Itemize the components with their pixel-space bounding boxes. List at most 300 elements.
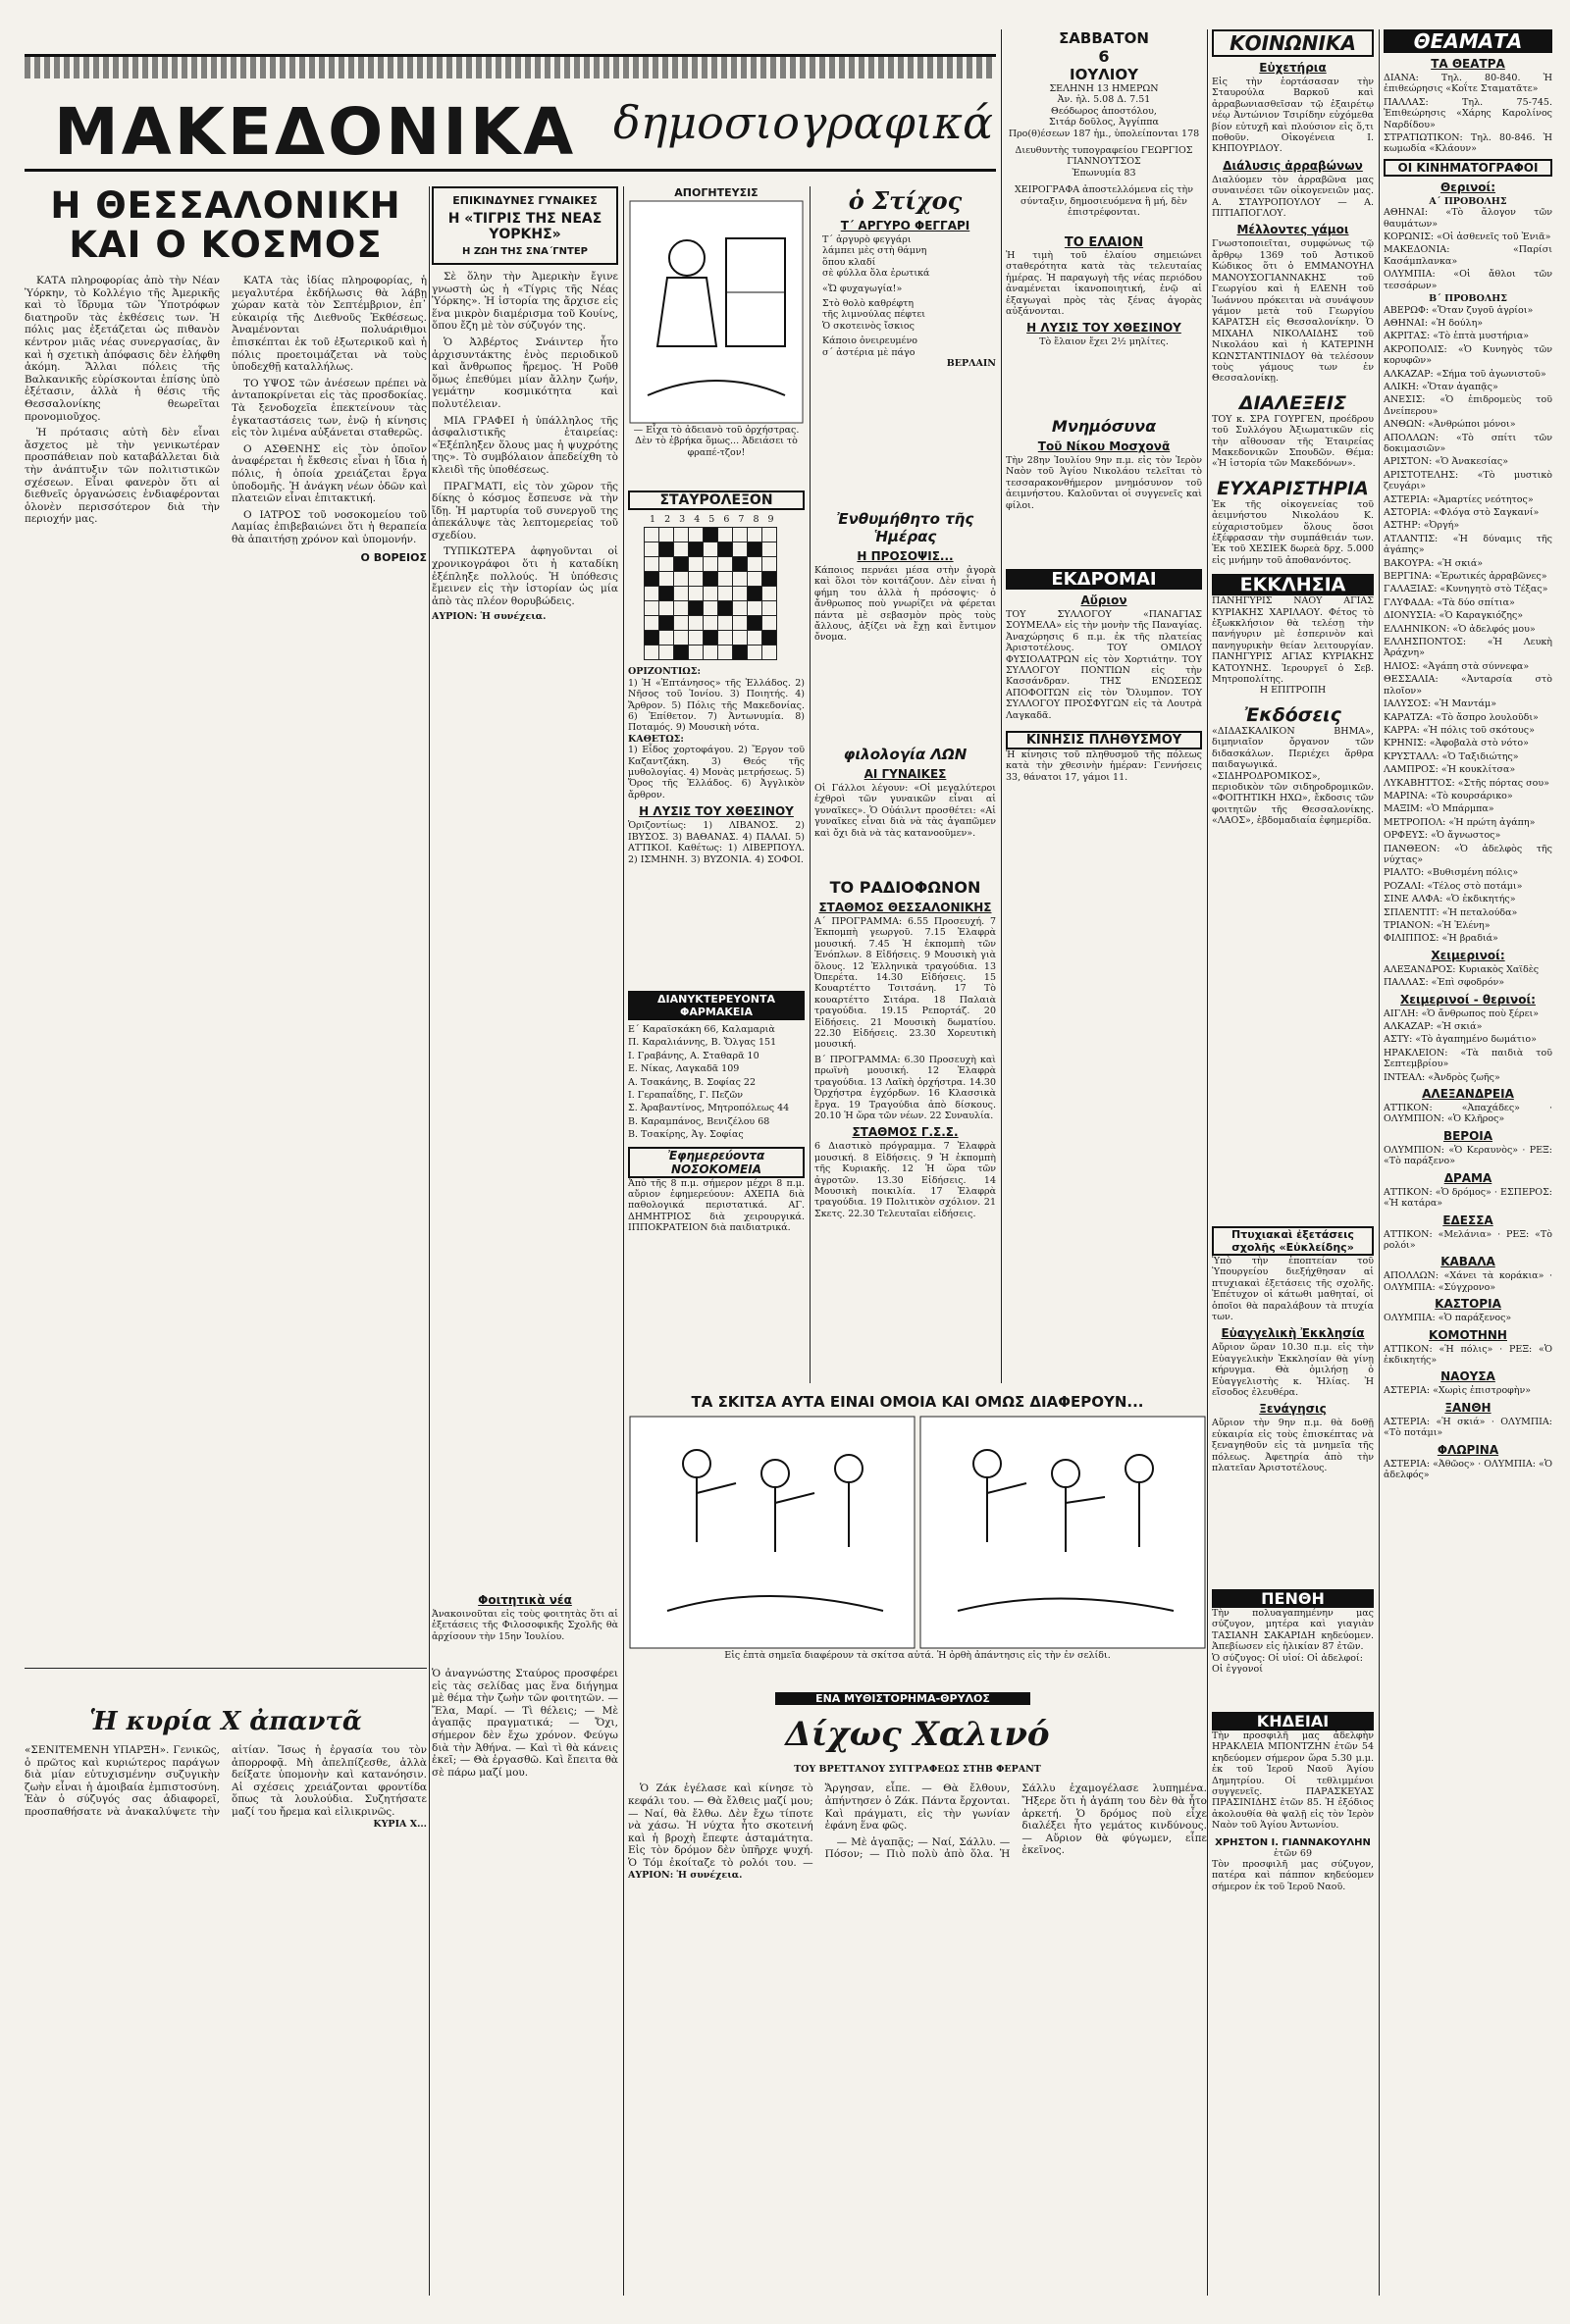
masthead-ornament (25, 57, 996, 78)
cinema-item: ΛΥΚΑΒΗΤΤΟΣ: «Στῆς πόρτας σου» (1384, 777, 1549, 789)
print-director: Διευθυντὴς τυπογραφείου ΓΕΩΡΓΙΟΣ ΓΙΑΝΝΟΥΤΣΟΣ (1015, 145, 1193, 168)
cinema-item: ΡΟΖΑΛΙ: «Τέλος στὸ ποτάμι» (1384, 880, 1523, 892)
miss-x-title: Ἡ κυρία Χ ἀπαντᾶ (89, 1707, 362, 1736)
crossword-cell[interactable] (748, 646, 762, 660)
nostalgia-text: Ὁ ἀναγνώστης Σταύρος προσφέρει εἰς τὰς σελίδας μας ἕνα διήγημα μὲ θέμα τὴν ζωὴν τῶν φοιτητῶν. — Ἔλα, Μαρί. — Τὶ θέλεις; — Μὲ ἀγαπᾷς πραγματικά; — Ὄχι, σήμερον δὲν ἔχω χρόνον. Φεύγω διὰ τὴν Ἀθήνα. — Καὶ τὶ θὰ κάνεις ἐκεῖ; — Θὰ ἐργασθῶ. Καὶ ἔπειτα θὰ σὲ πάρω μαζί μου. (432, 1668, 618, 1779)
crossword-cell[interactable] (733, 557, 748, 572)
crossword-cell[interactable] (748, 542, 762, 557)
date-number: 6 (1098, 47, 1110, 66)
university-title: Πτυχιακαὶ ἐξετάσεις σχολῆς «Εὐκλείδης» (1212, 1226, 1374, 1256)
cinema-item: ΠΑΛΛΑΣ: «Ἐπὶ σφοδρόν» (1384, 977, 1505, 989)
cinema-item: ΑΠΟΛΛΩΝ: «Τὸ σπίτι τῶν δοκιμασιῶν» (1384, 432, 1552, 454)
pharmacy-item: Π. Καραλιάννης, Β. Ὄλγας 151 (628, 1037, 777, 1049)
excursions-title: ΕΚΔΡΟΜΑΙ (1006, 569, 1202, 590)
crossword-cell[interactable] (718, 542, 733, 557)
cinema-item: ΑΒΕΡΩΦ: «Ὅταν ζυγοῦ ἀγρίοι» (1384, 304, 1534, 316)
cinema-item: ΟΛΥΜΠΙΑ: «Οἱ ἄθλοι τῶν τεσσάρων» (1384, 269, 1552, 291)
crossword-cell[interactable] (674, 572, 689, 587)
mourning-title: ΠΕΝΘΗ (1212, 1589, 1374, 1608)
funerals-text2: Τὸν προσφιλῆ μας σύζυγον, πατέρα καὶ πάππον κηδεύομεν σήμερον ἐκ τοῦ Ἱεροῦ Ναοῦ. (1212, 1859, 1374, 1892)
crossword-cell[interactable] (733, 601, 748, 616)
poem-line: σ΄ ἀστέρια μὲ πάγο (822, 346, 916, 358)
print-director-sub: Ἐπωνυμία 83 (1072, 167, 1136, 179)
crossword-cell[interactable] (718, 528, 733, 542)
cinema-item: ΚΑΡΡΑ: «Ἡ πόλις τοῦ σκότους» (1384, 724, 1535, 736)
philologists-text: Οἱ Γάλλοι λέγουν: «Οἱ μεγαλύτεροι ἐχθροὶ τῶν γυναικῶν εἶναι αἱ γυναῖκες». Ὁ Οὐάιλντ προσθέτει: «Αἱ γυναῖκες εἶναι διὰ νὰ τὰς ἀγαπῶμεν καὶ ὄχι διὰ νὰ τὰς κατανοοῦμεν». (814, 783, 996, 839)
crossword-cell[interactable] (689, 601, 704, 616)
cinema-item: ΑΝΘΩΝ: «Ἀνθρώποι μόνοι» (1384, 419, 1516, 431)
engagement-text: Διαλύομεν τὸν ἀρραβῶνα μας συναινέσει τῶν οἰκογενειῶν μας. Α. ΣΤΑΥΡΟΠΟΥΛΟΥ — Α. ΠΙΤΙΑΠΟΓΛΟΥ. (1212, 174, 1374, 220)
lead-headline: Η ΘΕΣΣΑΛΟΝΙΚΗ ΚΑΙ Ο ΚΟΣΜΟΣ (50, 184, 401, 266)
crossword-cell[interactable] (659, 646, 674, 660)
crossword-cell[interactable] (748, 616, 762, 631)
crossword-clues-v-h: ΚΑΘΕΤΩΣ: (628, 733, 684, 745)
women-title: Η «ΤΙΓΡΙΣ ΤΗΣ ΝΕΑΣ ΥΟΡΚΗΣ» (447, 211, 602, 242)
crossword-cell[interactable] (704, 631, 718, 646)
students-text: Ἀνακοινοῦται εἰς τοὺς φοιτητὰς ὅτι αἱ ἐξετάσεις τῆς Φιλοσοφικῆς Σχολῆς θὰ ἀρχίσουν τὴν 15ην Ἰουλίου. (432, 1609, 618, 1642)
serial-novel (628, 1692, 1207, 2300)
cinema-item: ΣΠΛΕΝΤΙΤ: «Ἡ πεταλούδα» (1384, 906, 1518, 918)
cinema-item: ΜΕΤΡΟΠΟΛ: «Ἡ πρώτη ἀγάπη» (1384, 816, 1536, 828)
crossword-cell[interactable] (718, 601, 733, 616)
society-title: ΚΟΙΝΩΝΙΚΑ (1212, 29, 1374, 57)
theatre-item: ΔΙΑΝΑ: Τηλ. 80-840. Ἡ ἐπιθεώρησις «Κοΐτε Σταματᾶτε» (1384, 73, 1552, 95)
crossword-cell[interactable] (689, 631, 704, 646)
evangelical-title: Εὐαγγελικὴ Ἐκκλησία (1221, 1326, 1365, 1341)
hosting-title: Ξενάγησις (1259, 1402, 1327, 1417)
cinema-item: ΑΡΙΣΤΟΝ: «Ὁ Ἀνακεσίας» (1384, 456, 1509, 468)
crossword-cell[interactable] (659, 601, 674, 616)
theatre-item: ΠΑΛΛΑΣ: Τηλ. 75-745. Ἐπιθεώρησις «Χάρης Καρολίνος Ναρδίδου» (1384, 96, 1552, 130)
students-title: Φοιτητικὰ νέα (478, 1593, 572, 1607)
crossword-clues-h: ΟΡΙΖΟΝΤΙΩΣ: (628, 666, 701, 678)
crossword-cell[interactable] (659, 587, 674, 601)
nostalgia-story (432, 1668, 618, 2296)
memorial (1006, 417, 1202, 564)
radio-station2: ΣΤΑΘΜΟΣ Γ.Σ.Σ. (852, 1125, 959, 1140)
lectures-title: ΔΙΑΛΕΞΕΙΣ (1238, 391, 1347, 414)
crossword-numbers: 1 2 3 4 5 6 7 8 9 (650, 514, 777, 525)
lead-paragraph: Ἡ πρότασις αὐτὴ δὲν εἶναι ἄσχετος μὲ τὴν γενικωτέραν προσπάθειαν ποὺ καταβάλλεται διὰ τὴν ἀνάπτυξιν τῶν πολιτιστικῶν σχέσεων. Εἶναι φανερὸν ὅτι αἱ διεθνεῖς ὀργανώσεις ἐνδιαφέρονται ὁλονὲν περισσότερον διὰ τὴν περιοχήν μας. (25, 427, 220, 526)
crossword-cell[interactable] (659, 528, 674, 542)
mourning-signers: Ὁ σύζυγος: Οἱ υἱοί: Οἱ ἀδελφοί: Οἱ ἐγγονοί (1212, 1652, 1363, 1676)
crossword-cell[interactable] (762, 631, 777, 646)
spot-difference-caption: Εἰς ἑπτὰ σημεῖα διαφέρουν τὰ σκίτσα αὐτά. Ἡ ὀρθὴ ἀπάντησις εἰς τὴν ἐν σελίδι. (724, 1650, 1111, 1661)
region-heading: ΚΟΜΟΤΗΝΗ (1429, 1327, 1507, 1342)
crossword-cell[interactable] (718, 557, 733, 572)
hosting-text: Αὔριον τὴν 9ην π.μ. θὰ δοθῇ εὐκαιρία εἰς τοὺς ἐπισκέπτας νὰ ξεναγηθοῦν εἰς τὰ μνημεῖα τῆς πόλεως. Ἀφετηρία ἀπὸ τὴν πλατεῖαν Ἀριστοτέλους. (1212, 1418, 1374, 1474)
cinema-item: ΒΕΡΓΙΝΑ: «Ἐρωτικές ἀρραβῶνες» (1384, 571, 1547, 583)
pharmacies-title: ΔΙΑΝΥΚΤΕΡΕΥΟΝΤΑ ΦΑΡΜΑΚΕΙΑ (628, 991, 805, 1020)
radio-title: ΤΟ ΡΑΔΙΟΦΩΝΟΝ (829, 878, 981, 897)
church-signature: Η ΕΠΙΤΡΟΠΗ (1259, 685, 1327, 697)
cinema-item: ΕΛΛΗΝΙΚΟΝ: «Ὁ ἀδελφός μου» (1384, 623, 1536, 635)
region-heading: ΔΡΑΜΑ (1443, 1170, 1492, 1185)
crossword-cell[interactable] (704, 601, 718, 616)
cinema-item: ΑΣΤΥ: «Τὸ ἀγαπημένο δωμάτιο» (1384, 1034, 1537, 1046)
cinema-item: ΑΣΤΟΡΙΑ: «Φλόγα στὸ Σαγκανί» (1384, 507, 1540, 518)
pharmacy-item: Ι. Γεραπαΐδης, Γ. Πεζῶν (628, 1090, 743, 1102)
lead-signature: Ο ΒΟΡΕΙΟΣ (360, 551, 427, 565)
memorial-subtitle: Τοῦ Νίκου Μοσχονᾶ (1037, 439, 1171, 453)
crossword-cell[interactable] (762, 587, 777, 601)
crossword-cell[interactable] (704, 528, 718, 542)
cinema-item: ΚΑΡΑΤΖΑ: «Τὸ ἄσπρο λουλοῦδι» (1384, 711, 1539, 723)
cinema-item: ΜΑΞΙΜ: «Ὁ Μπάρμπα» (1384, 803, 1494, 815)
university-text: Ὑπὸ τὴν ἐποπτείαν τοῦ Ὑπουργείου διεξήχθησαν αἱ πτυχιακαὶ ἐξετάσεις τῆς σχολῆς. Ἐπέτυχον οἱ κάτωθι μαθηταί, οἱ ὁποῖοι θὰ παραλάβουν τὰ πτυχία των. (1212, 1256, 1374, 1323)
crossword-cell[interactable] (674, 542, 689, 557)
crossword-cell[interactable] (748, 631, 762, 646)
poem-line: σὲ φύλλα ὅλα ἐρωτικά (822, 268, 930, 280)
cinema-item: ΛΑΜΠΡΟΣ: «Ἡ κουκλίτσα» (1384, 764, 1516, 776)
crossword-cell[interactable] (689, 646, 704, 660)
society-column (1212, 29, 1374, 1216)
pharmacy-item: Β. Τσακίρης, Ἁγ. Σοφίας (628, 1129, 744, 1141)
first-run-heading: Α΄ ΠΡΟΒΟΛΗΣ (1429, 195, 1507, 207)
publications-text: «ΔΙΔΑΣΚΑΛΙΚΟΝ ΒΗΜΑ», διμηνιαῖον ὄργανον τῶν διδασκάλων. Περιέχει ἄρθρα παιδαγωγικά. «ΣΙΔΗΡΟΔΡΟΜΙΚΟΣ», περιοδικὸν τῶν σιδηροδρομικῶν. «ΦΟΙΤΗΤΙΚΗ ΗΧΩ», ἔκδοσις τῶν φοιτητῶν τῆς Θεσσαλονίκης. «ΛΑΟΣ», ἑβδομαδιαία ἐφημερίδα. (1212, 725, 1374, 827)
cinema-item: ΑΚΡΟΠΟΛΙΣ: «Ὁ Κυνηγὸς τῶν κορυφῶν» (1384, 343, 1552, 367)
serial-banner: ΕΝΑ ΜΥΘΙΣΤΟΡΗΜΑ-ΘΡΥΛΟΣ (775, 1692, 1030, 1705)
poem-line: Στὸ θολὸ καθρέφτη (822, 298, 915, 310)
region-text: ΑΤΤΙΚΟΝ: «Μελάνια» · ΡΕΞ: «Τὸ ρολόι» (1384, 1228, 1552, 1251)
crossword-cell[interactable] (674, 557, 689, 572)
pharmacy-item: Σ. Ἀραβαντίνος, Μητροπόλεως 44 (628, 1103, 790, 1114)
cartoon1-drawing (628, 199, 805, 425)
lead-paragraph: Ο ΑΣΘΕΝΗΣ εἰς τὸν ὁποῖον ἀναφέρεται ἡ ἔκθεσις εἶναι ἡ ἴδια ἡ πόλις, ἡ ὁποία χρειάζεται ἔργα ὑποδομῆς. Ἡ ἀνάγκη νέων ὁδῶν καὶ πλατειῶν εἶναι ἐπιτακτική. (232, 442, 427, 505)
philologists (814, 746, 996, 873)
cinema-item: ΘΕΣΣΑΛΙΑ: «Ἀνταρσία στὸ πλοῖον» (1384, 674, 1552, 697)
cinema-item: ΚΡΗΝΙΣ: «Ἀφοβαλὰ στὸ νότο» (1384, 738, 1529, 749)
region-heading: ΞΑΝΘΗ (1444, 1400, 1492, 1415)
lead-paragraph: ΚΑΤΑ τὰς ἰδίας πληροφορίας, ἡ μεγαλυτέρα ἐκδήλωσις θὰ λάβῃ χώραν κατὰ τὸν Σεπτέμβριον, ἐπ᾿ εὐκαιρίᾳ τῆς Διεθνοῦς Ἐκθέσεως. Ἀναμένονται πολυάριθμοι ἐπισκέπται ἐκ τοῦ ἐξωτερικοῦ καὶ ἡ πόλις προετοιμάζεται νὰ τοὺς ὑποδεχθῇ καταλλήλως. (232, 275, 427, 374)
crossword-cell[interactable] (748, 601, 762, 616)
cinema-item: ΑΛΚΑΖΑΡ: «Ἡ σκιά» (1384, 1021, 1483, 1033)
cinema-item: ΚΟΡΩΝΙΣ: «Οἱ ἀσθενεῖς τοῦ Ἐνιᾶ» (1384, 232, 1551, 243)
mourning-text: Τὴν πολυαγαπημένην μας σύζυγον, μητέρα καὶ γιαγιὰν ΤΑΣΙΑΝΗ ΣΑΚΑΡΙΔΗ κηδεύομεν. Ἀπεβίωσεν εἰς ἡλικίαν 87 ἐτῶν. (1212, 1608, 1374, 1653)
women-paragraph: ΤΥΠΙΚΩΤΕΡΑ ἀφηγοῦνται οἱ χρονικογράφοι ὅτι ἡ καταδίκη ἐξέπληξε πολλούς. Ἡ ὑπόθεσις ἔμεινεν εἰς τὴν ἱστορίαν ὡς μία ἀπὸ τὰς πλέον θορυβώδεις. (432, 545, 618, 607)
weddings-heading: Μέλλοντες γάμοι (1236, 223, 1349, 237)
mixed-heading: Χειμερινοί - θερινοί: (1400, 992, 1536, 1007)
crossword-cell[interactable] (674, 646, 689, 660)
cinema-item: ΓΛΥΦΑΔΑ: «Τὰ δύο σπίτια» (1384, 596, 1515, 608)
crossword-cell[interactable] (748, 587, 762, 601)
cinema-item: ΙΑΛΥΣΟΣ: «Ἡ Μαντάμ» (1384, 698, 1497, 710)
crossword-cell[interactable] (689, 542, 704, 557)
crossword-title: ΣΤΑΥΡΟΛΕΞΟΝ (628, 491, 805, 510)
crossword-cell[interactable] (659, 631, 674, 646)
crossword-cell[interactable] (718, 572, 733, 587)
crossword-cell[interactable] (674, 528, 689, 542)
crossword-answer-title: Η ΛΥΣΙΣ ΤΟΥ ΧΘΕΣΙΝΟΥ (639, 804, 794, 819)
region-heading: ΒΕΡΟΙΑ (1442, 1128, 1493, 1143)
engagement-heading: Διάλυσις ἀρραβώνων (1223, 158, 1363, 173)
crossword-cell[interactable] (733, 542, 748, 557)
poem-author: ΒΕΡΛΑΙΝ (946, 358, 996, 370)
crossword-cell[interactable] (659, 557, 674, 572)
cinema-item: ΕΛΛΗΣΠΟΝΤΟΣ: «Ἡ Λευκὴ Ἀράχνη» (1384, 637, 1552, 659)
crossword-cell[interactable] (762, 646, 777, 660)
serial-title: Δίχως Χαλινό (785, 1715, 1050, 1754)
funerals (1212, 1712, 1374, 2300)
crossword-cell[interactable] (718, 631, 733, 646)
crossword-grid[interactable] (644, 527, 777, 660)
cinema-item: ΡΙΑΛΤΟ: «Βυθισμένη πόλις» (1384, 867, 1519, 879)
radio-station1: ΣΤΑΘΜΟΣ ΘΕΣΣΑΛΟΝΙΚΗΣ (818, 901, 992, 914)
serial-next: ΑΥΡΙΟΝ: Ἡ συνέχεια. (628, 1869, 743, 1881)
lead-paragraph: Ο ΙΑΤΡΟΣ τοῦ νοσοκομείου τοῦ Λαμίας ἐπιβεβαιώνει ὅτι ἡ θεραπεία θὰ ἀπαιτήσῃ χρόνον καὶ ὑπομονήν. (232, 508, 427, 545)
lectures-text: ΤΟΥ κ. ΣΡΑ ΓΟΥΡΓΕΝ, προέδρου τοῦ Συλλόγου Ἀξιωματικῶν εἰς τὴν αἴθουσαν τῆς Ἑταιρείας Μακεδονικῶν Σπουδῶν. Θέμα: «Ἡ ἱστορία τῶν Μακεδόνων». (1212, 413, 1374, 470)
memorial-title: Μνημόσυνα (1051, 417, 1157, 436)
crossword-cell[interactable] (718, 616, 733, 631)
hospitals-text: Ἀπὸ τῆς 8 π.μ. σήμερον μέχρι 8 π.μ. αὔριον ἐφημερεύουν: ΑΧΕΠΑ διὰ παθολογικά περιστατικά. ΑΓ. ΔΗΜΗΤΡΙΟΣ διὰ χειρουργικά. ΙΠΠΟΚΡΑΤΕΙΟΝ διὰ παιδιατρικά. (628, 1177, 805, 1234)
cinema-item: ΑΚΡΙΤΑΣ: «Τὸ ἑπτὰ μυστήρια» (1384, 331, 1530, 342)
cinema-item: ΣΙΝΕ ΑΛΦΑ: «Ὁ ἐκδικητής» (1384, 894, 1516, 905)
crossword-cell[interactable] (674, 616, 689, 631)
day-thought-title: Ἐνθυμήθητο τῆς Ἡμέρας (836, 510, 974, 545)
crossword-cell[interactable] (733, 646, 748, 660)
serial-paragraph: — Μὲ ἀγαπᾷς; — Ναί, Σάλλυ. — Πόσον; — Πιὸ πολὺ ἀπὸ ὅλα. Ἡ Σάλλυ ἐχαμογέλασε λυπημένα. Ἤξερε ὅτι ἡ ἀγάπη του δὲν θὰ ἦτο ἀρκετή. Ὁ δρόμος ποὺ εἶχε διαλέξει ἦτο γεμάτος κινδύνους. — Αὔριον θὰ φύγωμεν, εἶπε ἐκεῖνος. (824, 1782, 1207, 1861)
mourning (1212, 1589, 1374, 1707)
crossword-cell[interactable] (733, 616, 748, 631)
region-heading: ΦΛΩΡΙΝΑ (1437, 1442, 1499, 1457)
pharmacy-item: Ι. Γραβάνης, Α. Σταθαρᾶ 10 (628, 1050, 759, 1061)
crossword-cell[interactable] (674, 587, 689, 601)
publications-title: Ἐκδόσεις (1244, 703, 1341, 726)
evangelical-text: Αὔριον ὥραν 10.30 π.μ. εἰς τὴν Εὐαγγελικὴν Ἐκκλησίαν θὰ γίνῃ κήρυγμα. Θὰ ὁμιλήσῃ ὁ Εὐαγγελιστὴς κ. Ἠλίας. Ἡ εἴσοδος ἐλευθέρα. (1212, 1342, 1374, 1399)
radio-text1: Α΄ ΠΡΟΓΡΑΜΜΑ: 6.55 Προσευχή. 7 Ἐκπομπὴ γεωργοῦ. 7.15 Ἑλαφρὰ μουσική. 7.45 Ἡ ἐκπομπὴ τῶν Ἐνόπλων. 8 Εἰδήσεις. 9 Μουσικὴ γιὰ ὅλους. 12 Ἐλληνικὰ τραγούδια. 13 Ὀπερέτα. 14.30 Εἰδήσεις. 15 Κουαρτέττο Τσιτσάνη. 17 Τὸ κουαρτέττο Σιτάρα. 18 Παλαιὰ τραγούδια. 19.15 Ρεπορτάζ. 20 Εἰδήσεις. 21 Μουσικὴ δωματίου. 22.30 Εἰδήσεις. 23.30 Χορευτικὴ μουσική. (814, 916, 996, 1051)
cartoon1-title: ΑΠΟΓΗΤΕΥΣΙΣ (674, 186, 759, 199)
women-kicker: ΕΠΙΚΙΝΔΥΝΕΣ ΓΥΝΑΙΚΕΣ (452, 194, 598, 207)
thanks-text: Ἐκ τῆς οἰκογενείας τοῦ ἀειμνήστου Νικολάου Κ. εὐχαριστοῦμεν ὅλους ὅσοι ἐξέφρασαν τὴν συμπάθειάν των. Ἐκ τοῦ ΧΕΣΙΕΚ δωρεὰ δρχ. 5.000 εἰς μνήμην τοῦ ἀποθανόντος. (1212, 498, 1374, 566)
pharmacy-item: Α. Τσακάνης, Β. Σοφίας 22 (628, 1076, 756, 1088)
region-heading: ΚΑΒΑΛΑ (1440, 1255, 1495, 1269)
crossword-cell[interactable] (733, 631, 748, 646)
cartoon-disappointment (628, 186, 805, 481)
date-box (1006, 29, 1202, 226)
region-text: ΑΠΟΛΛΩΝ: «Χάνει τὰ κοράκια» · ΟΛΥΜΠΙΑ: «Σύγχρονο» (1384, 1270, 1552, 1293)
poem-line: Κάποιο ὀνειρευμένο (822, 336, 917, 347)
weddings-text: Γνωστοποιεῖται, συμφώνως τῷ ἄρθρῳ 1369 τοῦ Ἀστικοῦ Κώδικος ὅτι ὁ ΕΜΜΑΝΟΥΗΛ ΜΑΝΟΥΣΟΓΙΑΝΝΑΚΗΣ τοῦ Γεωργίου καὶ ἡ ΕΛΕΝΗ τοῦ Ἰωάννου πρόκειται νὰ συνάψουν γάμον μετὰ τοῦ Γεωργίου ΚΑΡΑΤΣΗ εἰς Θεσσαλονίκην. Ὁ ΜΙΧΑΗΛ ΝΙΚΟΛΑΙΔΗΣ τοῦ Νικολάου καὶ ἡ ΚΑΤΕΡΙΝΗ ΚΩΝΣΤΑΝΤΙΝΙΔΟΥ θὰ τελέσουν τοὺς γάμους των ἐν Θεσσαλονίκῃ. (1212, 238, 1374, 385)
cinema-item: ΙΝΤΕΑΛ: «Ἀνδρὸς ζωῆς» (1384, 1071, 1500, 1083)
region-heading: ΚΑΣΤΟΡΙΑ (1435, 1297, 1501, 1312)
pharmacies (628, 991, 805, 1383)
region-text: ΑΤΤΙΚΟΝ: «Ὁ δρόμος» · ΕΣΠΕΡΟΣ: «Ἡ κατάρα» (1384, 1186, 1552, 1210)
manuscripts-notice: ΧΕΙΡΟΓΡΑΦΑ ἀποστελλόμενα εἰς τὴν σύνταξιν, δημοσιευόμενα ἢ μή, δὲν ἐπιστρέφονται. (1015, 184, 1193, 219)
spot-difference (628, 1393, 1207, 1687)
crossword-cell[interactable] (748, 528, 762, 542)
olive-oil (1006, 235, 1202, 412)
crossword-cell[interactable] (645, 646, 659, 660)
students-news (432, 1589, 618, 1658)
crossword-cell[interactable] (718, 587, 733, 601)
theatre-item: ΣΤΡΑΤΙΩΤΙΚΟΝ: Τηλ. 80-846. Ἡ κωμωδία «Κλάουν» (1384, 132, 1552, 155)
poem-box (814, 186, 996, 500)
poem-line: «Ὤ φυχαγωγία!» (822, 283, 903, 294)
radio-text2: 6 Διαστικὸ πρόγραμμα. 7 Ἐλαφρὰ μουσική. 8 Εἰδήσεις. 9 Ἡ ἐκπομπὴ τῆς Κυριακῆς. 12 Ἡ ὥρα τῶν ἀγροτῶν. 13.30 Εἰδήσεις. 14 Μουσικὴ ποικιλία. 17 Ἐλαφρὰ τραγούδια. 19 Πολιτικὸν σχόλιον. 21 Σκετς. 22.30 Τελευταῖαι εἰδήσεις. (814, 1141, 996, 1219)
crossword-cell[interactable] (704, 572, 718, 587)
masthead-title: ΜΑΚΕΔΟΝΙΚΑ (54, 94, 577, 170)
region-text: ΑΤΤΙΚΟΝ: «Ἡ πόλις» · ΡΕΞ: «Ὁ ἐκδικητής» (1384, 1343, 1552, 1366)
spot-difference-title: ΤΑ ΣΚΙΤΣΑ ΑΥΤΑ ΕΙΝΑΙ ΟΜΟΙΑ ΚΑΙ ΟΜΩΣ ΔΙΑΦΕΡΟΥΝ... (691, 1393, 1144, 1411)
thanks-title: ΕΥΧΑΡΙΣΤΗΡΙΑ (1217, 477, 1369, 499)
miss-x-text: «ΣΕΝΙΤΕΜΕΝΗ ΥΠΑΡΞΗ». Γενικῶς, ὁ πρῶτος καὶ κυριώτερος παράγων διὰ μίαν εὐτυχισμένην συζυγικὴν ζωὴν εἶναι ἡ ἀμοιβαία ἐμπιστοσύνη. Ἐὰν ὁ σύζυγός σας ἀδιαφορεῖ, προσπαθήσατε νὰ ἀνακαλύψετε τὴν αἰτίαν. Ἴσως ἡ ἐργασία του τὸν ἀπορροφᾷ. Μὴ ἀπελπίζεσθε, ἀλλὰ δείξατε ὑπομονὴν καὶ κατανόησιν. Αἱ σχέσεις χρειάζονται φροντίδα ὅπως τὰ λουλούδια. Συζητήσατε μαζί του ἤρεμα καὶ εἰλικρινῶς. (25, 1744, 427, 1818)
crossword-cell[interactable] (689, 587, 704, 601)
region-heading: ΝΑΟΥΣΑ (1440, 1369, 1495, 1384)
region-text: ΑΤΤΙΚΟΝ: «Ἀπαχάδες» · ΟΛΥΜΠΙΟΝ: «Ὁ Κλῆρος» (1384, 1103, 1552, 1125)
women-paragraph: ΠΡΑΓΜΑΤΙ, εἰς τὸν χῶρον τῆς δίκης ὁ κόσμος ἔσπευσε νὰ τὴν ἴδῃ. Ἡ μαρτυρία τοῦ συνεργοῦ της ἀπεκάλυψε τὰς λεπτομερείας τοῦ σχεδίου. (432, 480, 618, 542)
philologists-title: φιλολογία ΛΩΝ (843, 746, 968, 763)
masthead (25, 54, 996, 172)
cinema-item: ΠΑΝΘΕΟΝ: «Ὁ ἀδελφὸς τῆς νύχτας» (1384, 843, 1552, 865)
crossword-cell[interactable] (689, 572, 704, 587)
poem-line: Τ΄ ἀργυρὸ φεγγάρι (822, 234, 912, 245)
women-paragraph: Ὁ Ἀλβέρτος Σνάιντερ ἦτο ἀρχισυντάκτης ἑνὸς περιοδικοῦ καὶ ἄνθρωπος ἤρεμος. Ἡ Ροῦθ ὅμως ἐπεθύμει μίαν ἄλλην ζωήν, γεμάτην κοσμικότητα καὶ πολυτέλειαν. (432, 336, 618, 410)
crossword-cell[interactable] (704, 542, 718, 557)
date-day: ΣΑΒΒΑΤΟΝ (1059, 29, 1149, 47)
region-text: ΑΣΤΕΡΙΑ: «Χωρὶς ἐπιστροφὴν» (1384, 1385, 1532, 1397)
crossword-cell[interactable] (762, 601, 777, 616)
crossword-cell[interactable] (689, 528, 704, 542)
date-line: Ἀν. ἡλ. 5.08 Δ. 7.51 (1057, 94, 1151, 106)
cinema-item: ΒΑΚΟΥΡΑ: «Ἡ σκιά» (1384, 557, 1484, 569)
crossword-cell[interactable] (645, 542, 659, 557)
crossword-cell[interactable] (645, 631, 659, 646)
day-thought-text: Κάποιος περνάει μέσα στὴν ἀγορὰ καὶ ὅλοι τὸν κοιτάζουν. Δὲν εἶναι ἡ φήμη του ἀλλὰ ἡ πρόσοψις· ὁ ἄνθρωπος ποὺ γνωρίζει νὰ φέρεται πάντα μὲ σεβασμὸν πρὸς τοὺς ἄλλους, ἀξίζει νὰ ἔχῃ καὶ ἔντιμον ὄνομα. (814, 565, 996, 644)
cinema-item: ΑΤΛΑΝΤΙΣ: «Ἡ δύναμις τῆς ἀγάπης» (1384, 533, 1552, 556)
crossword-cell[interactable] (748, 572, 762, 587)
women-paragraph: Σὲ ὅλην τὴν Ἀμερικὴν ἔγινε γνωστὴ ὡς ἡ «Τίγρις τῆς Νέας Ὑόρκης». Ἡ ἱστορία της ἄρχισε εἰς ἕνα μικρὸν διαμέρισμα τοῦ Κουίνς, ὅπου ἔζη μὲ τὸν σύζυγόν της. (432, 271, 618, 333)
crossword-cell[interactable] (659, 542, 674, 557)
crossword (628, 491, 805, 981)
wishes-text: Εἰς τὴν ἑορτάσασαν τὴν Σταυρούλα Βαρκοῦ καὶ ἀρραβωνιασθεῖσαν τῷ ἐξαιρέτῳ νέῳ Ἀντώνιον Τσιρίδην εὐχόμεθα βίον εὐτυχῆ καὶ πλούσιον εἰς ὅ,τι ποθοῦν. Οἰκογένεια Ι. ΚΗΠΟΥΡΙΔΟΥ. (1212, 77, 1374, 155)
funerals-name: ΧΡΗΣΤΟΝ Ι. ΓΙΑΝΝΑΚΟΥΛΗΝ (1215, 1836, 1371, 1848)
crossword-cell[interactable] (659, 616, 674, 631)
cinema-item: ΤΡΙΑΝΟΝ: «Ἡ Ἐλένη» (1384, 920, 1491, 931)
olive-title: ΤΟ ΕΛΑΙΟΝ (1064, 235, 1144, 250)
women-paragraph: ΜΙΑ ΓΡΑΦΕΙ ἡ ὑπάλληλος τῆς ἀσφαλιστικῆς ἑταιρείας: «Ἐξέπληξεν ὅλους μας ἡ ψυχρότης της». Τὸ συμβόλαιον ἀπεδείχθη τὸ κλειδὶ τῆς ὑποθέσεως. (432, 414, 618, 476)
summer-heading: Θερινοί: (1439, 180, 1496, 194)
date-line: Προ(θ)έσεων 187 ἡμ., ὑπολείπονται 178 (1008, 128, 1200, 139)
region-text: ΟΛΥΜΠΙΑ: «Ὁ παράξενος» (1384, 1313, 1512, 1324)
theatres-title: ΘΕΑΜΑΤΑ (1384, 29, 1552, 53)
poem-line: Ὁ σκοτεινὸς ἴσκιος (822, 320, 915, 332)
cinema-item: ΗΛΙΟΣ: «Ἀγάπη στὰ σύννεφα» (1384, 660, 1530, 672)
date-line: Θεόδωρος ἀποστόλου, (1051, 105, 1157, 117)
day-thought (814, 510, 996, 736)
crossword-cell[interactable] (762, 557, 777, 572)
cartoon1-caption: — Εἶχα τὸ ἀδειανὸ τοῦ ὀρχήστρας. Δὲν τὸ ἐβρήκα ὅμως... Ἀδειάσει τὸ φραπέ-τζον! (633, 425, 800, 458)
cinema-item: ΑΘΗΝΑΙ: «Ἡ δούλη» (1384, 317, 1484, 329)
crossword-cell[interactable] (762, 616, 777, 631)
crossword-cell[interactable] (645, 601, 659, 616)
women-sub: Η ΖΩΗ ΤΗΣ ΣΝΑ΄ΓΝΤΕΡ (461, 246, 589, 257)
winter-heading: Χειμερινοί: (1431, 948, 1505, 962)
women-headline-box (432, 186, 618, 265)
cinema-item: ΗΡΑΚΛΕΙΟΝ: «Τὰ παιδιὰ τοῦ Σεπτεμβρίου» (1384, 1047, 1552, 1070)
crossword-cell[interactable] (674, 631, 689, 646)
crossword-cell[interactable] (762, 542, 777, 557)
crossword-cell[interactable] (733, 587, 748, 601)
crossword-cell[interactable] (704, 557, 718, 572)
crossword-cell[interactable] (704, 587, 718, 601)
lead-paragraph: ΤΟ ΥΨΟΣ τῶν ἀνέσεων πρέπει νὰ ἀνταποκρίνεται εἰς τὰς προσδοκίας. Τὰ ξενοδοχεῖα ἐπεκτείνουν τὰς ἐγκαταστάσεις των, ἐνῷ ἡ κίνησις εἰς τὸν λιμένα αὐξάνεται σταθερῶς. (232, 377, 427, 439)
serial-paragraph: Ὁ Ζάκ ἐγέλασε καὶ κίνησε τὸ κεφάλι του. — Θὰ ἔλθεις μαζί μου; — Ναί, θὰ ἔλθω. Δὲν ἔχω τίποτε νὰ χάσω. Ἡ νύχτα ἦτο σκοτεινή καὶ ἡ βροχὴ ἔπεφτε ἀσταμάτητα. Εἰς τὸν δρόμον δὲν ὑπῆρχε ψυχή. Ὁ Τόμ ἐκοίταζε τὸ ρολόι του. — Ἄργησαν, εἶπε. — Θὰ ἔλθουν, ἀπήντησεν ὁ Ζάκ. Πάντα ἔρχονται. Καὶ πράγματι, εἰς τὴν γωνίαν ἐφάνη ἕνα φῶς. (628, 1782, 1011, 1869)
crossword-cell[interactable] (689, 616, 704, 631)
church-text: ΠΑΝΗΓΥΡΙΣ ΝΑΟΥ ΑΓΙΑΣ ΚΥΡΙΑΚΗΣ ΧΑΡΙΛΑΟΥ. Φέτος τὸ ἐξωκκλήσιον θὰ τελέσῃ τὴν πανήγυριν μὲ ἑσπερινὸν καὶ πανηγυρικὴν θείαν λειτουργίαν. ΠΑΝΗΓΥΡΙΣ ΑΓΙΑΣ ΚΥΡΙΑΚΗΣ ΚΑΤΟΥΝΗΣ. Ἰερουργεῖ ὁ Σεβ. Μητροπολίτης. (1212, 595, 1374, 686)
miss-x-column (25, 1668, 427, 2296)
funerals-text: Τὴν προσφιλῆ μας ἀδελφὴν ΗΡΑΚΛΕΙΑ ΜΠΟΝΤΖΗΝ ἐτῶν 54 κηδεύομεν σήμερον ὥρα 5.30 μ.μ. ἐκ τοῦ Ἱεροῦ Ναοῦ Ἁγίου Δημητρίου. Οἱ τεθλιμμένοι συγγενεῖς. ΠΑΡΑΣΚΕΥΑΣ ΠΡΑΣΙΝΙΔΗΣ ἐτῶν 85. Ἡ ἐξόδιος ἀκολουθία θὰ ψαλῇ εἰς τὸν Ἱερὸν Ναὸν τοῦ Ἁγίου Ἀντωνίου. (1212, 1730, 1374, 1832)
crossword-clues-v: 1) Εἶδος χορτοφάγου. 2) Ἔργον τοῦ Καζαντζάκη. 3) Θεός τῆς μυθολογίας. 4) Μονὰς μετρήσεως. 5) Ὄρος τῆς Ἑλλάδος. 6) Ἀγγλικὸν ἄρθρον. (628, 745, 805, 800)
crossword-cell[interactable] (689, 557, 704, 572)
second-run-heading: Β΄ ΠΡΟΒΟΛΗΣ (1429, 293, 1507, 305)
university-exams (1212, 1226, 1374, 1474)
cinema-item: ΑΙΓΛΗ: «Ὁ ἄνθρωπος ποὺ ξέρει» (1384, 1007, 1540, 1019)
poem-line: λάμπει μὲς στὴ θάμνη (822, 245, 927, 257)
crossword-cell[interactable] (645, 572, 659, 587)
cinema-item: ΑΝΕΣΙΣ: «Ὁ ἐπιδρομεὺς τοῦ Δνείπερου» (1384, 394, 1552, 417)
crossword-cell[interactable] (659, 572, 674, 587)
cinema-item: ΑΣΤΗΡ: «Ὀργή» (1384, 520, 1460, 532)
population-text: Ἡ κίνησις τοῦ πληθυσμοῦ τῆς πόλεως κατὰ τὴν χθεσινὴν ἡμέραν: Γεννήσεις 33, θάνατοι 17, γάμοι 11. (1006, 749, 1202, 783)
crossword-cell[interactable] (733, 528, 748, 542)
excursions-text: ΤΟΥ ΣΥΛΛΟΓΟΥ «ΠΑΝΑΓΙΑΣ ΣΟΥΜΕΛΑ» εἰς τὴν μονὴν τῆς Παναγίας. Ἀναχώρησις 6 π.μ. ἐκ τῆς πλατείας Ἀριστοτέλους. ΤΟΥ ΟΜΙΛΟΥ ΦΥΣΙΟΛΑΤΡΩΝ εἰς τὸν Χορτιάτην. ΤΟΥ ΣΥΛΛΟΓΟΥ ΠΟΝΤΙΩΝ εἰς τὴν Κασσάνδραν. ΤΗΣ ΕΝΩΣΕΩΣ ΑΠΟΦΟΙΤΩΝ εἰς τὸν Ὄλυμπον. ΤΟΥ ΣΥΛΛΟΓΟΥ ΠΡΟΣΦΥΓΩΝ εἰς τὰ Λουτρὰ Λαγκαδᾶ. (1006, 609, 1202, 721)
theatres-column (1384, 29, 1552, 2315)
spot-difference-drawing (628, 1415, 1207, 1650)
crossword-cell[interactable] (748, 557, 762, 572)
crossword-cell[interactable] (645, 616, 659, 631)
region-heading: ΕΔΕΣΣΑ (1442, 1213, 1493, 1227)
masthead-script: δημοσιογραφικά (613, 96, 994, 149)
crossword-clues: 1) Ἡ «Ἑπτάνησος» τῆς Ἑλλάδος. 2) Νῆσος τοῦ Ἰονίου. 3) Ποιητής. 4) Ἄρθρον. 5) Πόλις τῆς Μακεδονίας. 6) Ἐπίθετον. 7) Ἀντωνυμία. 8) Ποταμός. 9) Μουσικὴ νότα. (628, 677, 805, 734)
wishes-heading: Εὐχετήρια (1259, 61, 1327, 75)
crossword-cell[interactable] (645, 528, 659, 542)
cinema-item: ΜΑΡΙΝΑ: «Τὸ κουρσάρικο» (1384, 790, 1513, 801)
cinema-item: ΓΑΛΑΞΙΑΣ: «Κυνηγητὸ στὸ Τέξας» (1384, 584, 1548, 595)
crossword-cell[interactable] (704, 646, 718, 660)
cinemas-title: ΟΙ ΚΙΝΗΜΑΤΟΓΡΑΦΟΙ (1384, 159, 1552, 177)
cinema-item: ΑΛΚΑΖΑΡ: «Σήμα τοῦ ἀγωνιστοῦ» (1384, 368, 1546, 380)
region-heading: ΑΛΕΞΑΝΔΡΕΙΑ (1422, 1087, 1514, 1102)
population-title: ΚΙΝΗΣΙΣ ΠΛΗΘΥΣΜΟΥ (1006, 731, 1202, 749)
poem-line: ὅπου κλαδί (822, 256, 876, 268)
cinema-item: ΑΘΗΝΑΙ: «Τὸ ἄλογον τῶν θαυμάτων» (1384, 207, 1552, 230)
region-text: ΑΣΤΕΡΙΑ: «Ἀθῶος» · ΟΛΥΜΠΙΑ: «Ὁ ἀδελφός» (1384, 1458, 1552, 1480)
women-article (432, 186, 618, 1658)
radio-text1b: Β΄ ΠΡΟΓΡΑΜΜΑ: 6.30 Προσευχὴ καὶ πρωϊνὴ μουσική. 12 Ἐλαφρὰ τραγούδια. 13 Λαϊκὴ ὀρχήστρα. 14.30 Ὀρχήστρα ἐγχόρδων. 16 Κλασσικὰ ἔργα. 19 Τραγούδια ἀπὸ δίσκους. 20.10 Ἡ ὥρα τῶν νέων. 22 Συναυλία. (814, 1054, 996, 1121)
cinema-item: ΦΙΛΙΠΠΟΣ: «Ἡ βραδιά» (1384, 933, 1498, 945)
crossword-cell[interactable] (674, 601, 689, 616)
miss-x-signature: ΚΥΡΙΑ Χ... (373, 1818, 427, 1830)
crossword-cell[interactable] (645, 557, 659, 572)
crossword-cell[interactable] (704, 616, 718, 631)
cinema-item: ΑΛΙΚΗ: «Ὅταν ἀγαπᾷς» (1384, 381, 1498, 392)
excursions (1006, 569, 1202, 1275)
cinema-item: ΜΑΚΕΔΟΝΙΑ: «Παρίσι Κασάμπλανκα» (1384, 244, 1552, 267)
cinema-item: ΟΡΦΕΥΣ: «Ὁ ἄγνωστος» (1384, 830, 1501, 842)
memorial-text: Τὴν 28ην Ἰουλίου 9ην π.μ. εἰς τὸν Ἱερὸν Ναὸν τοῦ Ἁγίου Νικολάου τελεῖται τὸ τεσσαρακονθήμερον μνημόσυνον τοῦ ἀειμνήστου. Καλοῦνται οἱ συγγενεῖς καὶ φίλοι. (1006, 455, 1202, 511)
crossword-cell[interactable] (645, 587, 659, 601)
crossword-cell[interactable] (733, 572, 748, 587)
crossword-cell[interactable] (762, 572, 777, 587)
pharmacy-item: Β. Καραμπάνος, Βενιζέλου 68 (628, 1115, 770, 1127)
crossword-cell[interactable] (762, 528, 777, 542)
poem-title: ὁ Στίχος (848, 186, 963, 215)
women-next: ΑΥΡΙΟΝ: Ἡ συνέχεια. (432, 611, 547, 623)
region-text: ΑΣΤΕΡΙΑ: «Ἡ σκιά» · ΟΛΥΜΠΙΑ: «Τὸ ποτάμι» (1384, 1416, 1552, 1439)
regional-cinemas (1384, 1087, 1552, 1480)
crossword-cell[interactable] (718, 646, 733, 660)
hospitals-title: Ἐφημερεύοντα ΝΟΣΟΚΟΜΕΙΑ (628, 1147, 805, 1178)
